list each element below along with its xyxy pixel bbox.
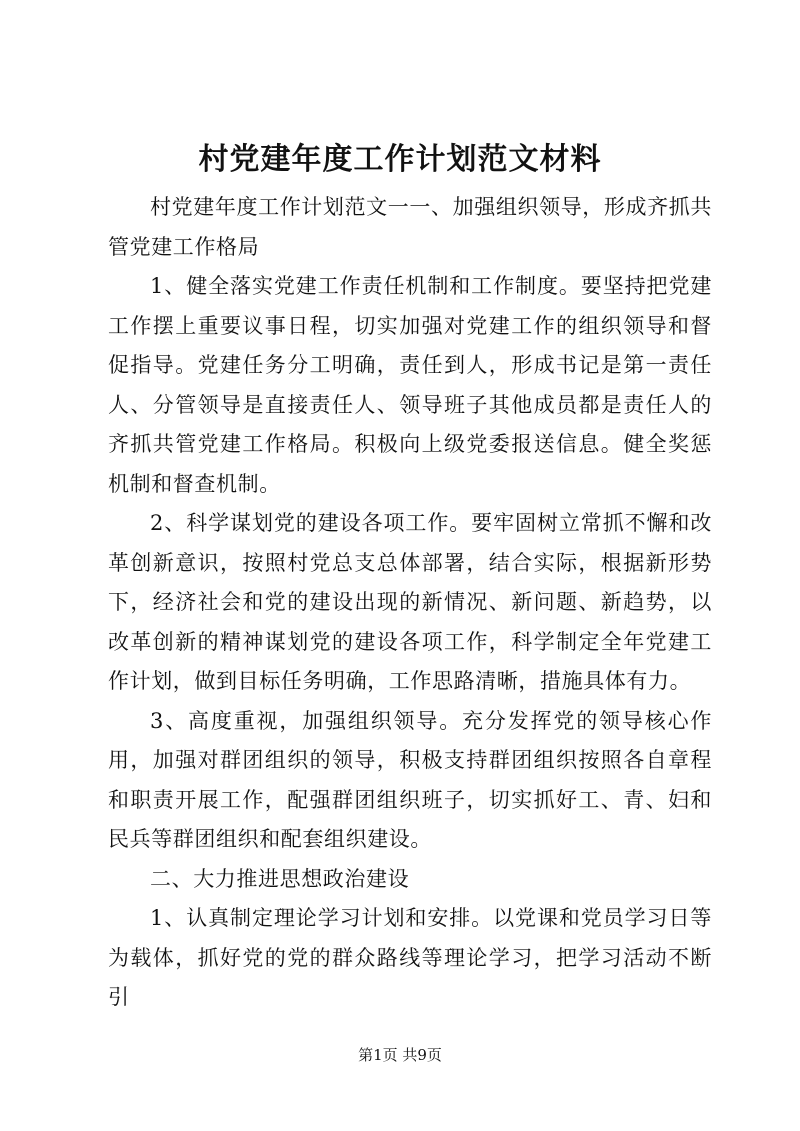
paragraph-item-1: 1、健全落实党建工作责任机制和工作制度。要坚持把党建工作摆上重要议事日程，切实加强对党建工作的组织领导和督促指导。党建任务分工明确，责任到人，形成书记是第一责任人、分管领导是直接责任人、领导班子其他成员都是责任人的齐抓共管党建工作格局。积极向上级党委报送信息。健全奖惩机制和督查机制。 bbox=[108, 274, 712, 496]
page-footer: 第1页 共9页 bbox=[358, 1046, 442, 1064]
paragraph-section2-item-1: 1、认真制定理论学习计划和安排。以党课和党员学习日等为载体，抓好党的党的群众路线等理论学习，把学习活动不断引 bbox=[108, 906, 712, 1009]
section-heading-2: 二、大力推进思想政治建设 bbox=[150, 866, 410, 891]
paragraph-item-2: 2、科学谋划党的建设各项工作。要牢固树立常抓不懈和改革创新意识，按照村党总支总体部署，结合实际，根据新形势下，经济社会和党的建设出现的新情况、新问题、新趋势，以改革创新的精神谋划党的建设各项工作，科学制定全年党建工作计划，做到目标任务明确，工作思路清晰，措施具体有力。 bbox=[108, 511, 712, 693]
document-title: 村党建年度工作计划范文材料 bbox=[198, 142, 602, 177]
paragraph-item-3: 3、高度重视，加强组织领导。充分发挥党的领导核心作用，加强对群团组织的领导，积极支持群团组织按照各自章程和职责开展工作，配强群团组织班子，切实抓好工、青、妇和民兵等群团组织和配套组织建设。 bbox=[108, 708, 712, 851]
document-body bbox=[108, 188, 712, 1018]
paragraph-intro: 村党建年度工作计划范文一一、加强组织领导，形成齐抓共管党建工作格局 bbox=[108, 195, 712, 259]
